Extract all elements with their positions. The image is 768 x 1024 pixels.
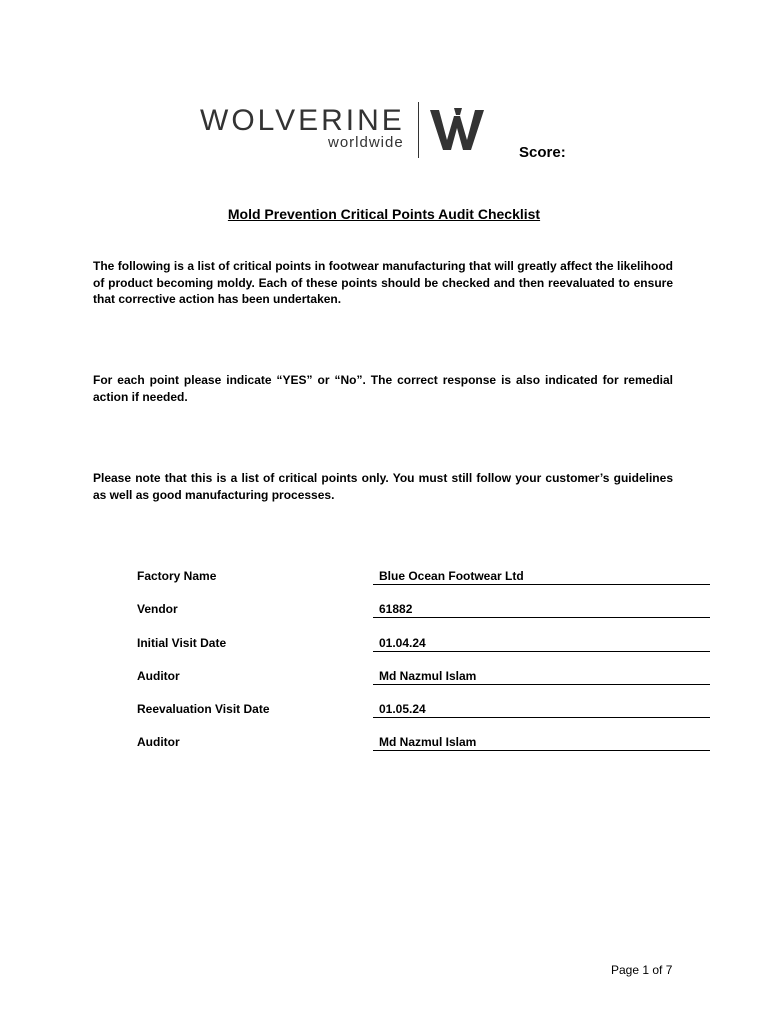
logo-subtitle: worldwide	[328, 134, 404, 151]
info-label: Reevaluation Visit Date	[137, 702, 270, 717]
note-paragraph: Please note that this is a list of critical points only. You must still follow your customer’s guidelines as well as good manufacturing processes.	[93, 471, 673, 502]
w-logo-icon	[430, 108, 490, 152]
intro-paragraph: The following is a list of critical points in footwear manufacturing that will greatly affect the likelihood of product becoming moldy. Each of these points should be checked and then reevaluated to ensure that corrective action has been undertaken.	[93, 259, 673, 306]
audit-info-table	[137, 566, 710, 766]
info-label: Auditor	[137, 735, 180, 750]
info-row-initial-visit-date	[137, 633, 710, 666]
page-number: Page 1 of 7	[611, 963, 673, 977]
info-label: Initial Visit Date	[137, 635, 227, 650]
info-label: Auditor	[137, 668, 180, 683]
info-value-field[interactable]: 01.04.24	[373, 633, 710, 652]
info-row-vendor	[137, 599, 710, 632]
info-value-field[interactable]: 01.05.24	[373, 699, 710, 718]
logo-wordmark: WOLVERINE	[200, 104, 405, 137]
info-value-field[interactable]: Blue Ocean Footwear Ltd	[373, 566, 710, 585]
instruction-paragraph: For each point please indicate “YES” or “No”. The correct response is also indicated for remedial action if needed.	[93, 373, 673, 404]
info-row-reevaluation-visit-date	[137, 699, 710, 732]
logo-divider	[418, 102, 419, 158]
info-label: Factory Name	[137, 569, 217, 583]
info-value-field[interactable]: 61882	[373, 599, 710, 618]
info-row-auditor	[137, 666, 710, 699]
wolverine-logo	[200, 100, 500, 162]
info-row-factory-name	[137, 566, 710, 599]
info-value-field[interactable]: Md Nazmul Islam	[373, 732, 710, 751]
info-row-reevaluation-auditor	[137, 732, 710, 765]
info-label: Vendor	[137, 602, 178, 617]
info-value-field[interactable]: Md Nazmul Islam	[373, 666, 710, 685]
score-label: Score:	[519, 144, 566, 161]
document-title-text: Mold Prevention Critical Points Audit Checklist	[227, 206, 541, 222]
document-title	[0, 206, 768, 222]
